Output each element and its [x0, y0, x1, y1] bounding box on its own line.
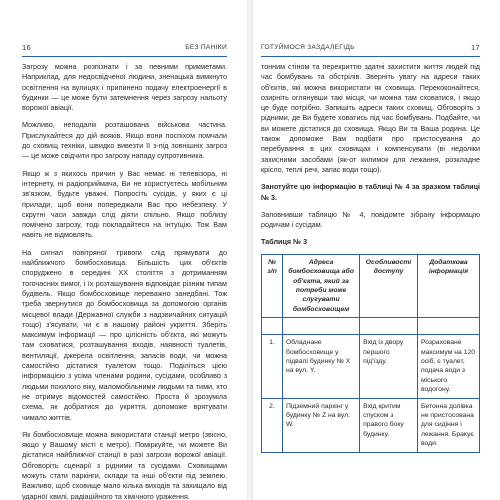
table-cell: 2.	[262, 398, 283, 452]
table-header-row	[262, 254, 480, 317]
right-page-header	[261, 40, 480, 54]
running-head: ГОТУЙМОСЯ ЗАЗДАЛЕГІДЬ	[261, 43, 355, 51]
table-title: Таблиця № 3	[261, 237, 308, 247]
paragraph: На сигнал повітряної тривоги слід прямувати до найближчого бомбосховища. Більшість цих об'єктів споруджено в середині XX століття з дотриманням тогочасних вимог, і їх розташування відповідає різним типам будівель. Якщо бомбосховище переважно занедбані. Тож треба звернутися до бомбосховища за допомогою органів місцевої влади (Державної служби з надзвичайних ситуацій тощо) з'ясувати, чи є в нашому районі укриття. Зберіть максимум інформації — про цілісність об'єкта, які можуть там сховатися, розташування входів, наявності туалетів, вентиляції, джерела освітлення, запасів води, чи можна самостійно дістатися туалетом тощо. Поділіться цією інформацією з усіма членами родини, сусідами, особливо з людьми похилого віку, маломобільними людьми та тими, хто не отримує відомостей самостійно. Проста й зрозуміла схема, як добратися до укриття, допоможе врятувати чимало життів.	[22, 247, 227, 422]
header-rule	[261, 56, 480, 57]
running-head: БЕЗ ПАНІКИ	[185, 43, 227, 51]
table-cell: Бетонна долівка не пристосована для сидіння і лежання. Бракує води.	[417, 398, 479, 452]
page-number: 17	[471, 42, 480, 52]
header-rule	[22, 56, 227, 57]
column-header: Особливості доступу	[360, 254, 418, 317]
left-page	[0, 22, 247, 500]
paragraph: Загрозу можна розпізнати і за певними прикметами. Наприклад, для недосвідченої людини, зненацька вимкнуто освітлення на вулицях і припинено подачу електроенергії в будинки — це може бути затемнення через загрозу нальоту ворожої авіації.	[22, 62, 227, 113]
bold-instruction: Занотуйте цю інформацію в таблиці № 4 за зразком таблиці № 3.	[261, 182, 480, 202]
table-blank-row	[262, 318, 480, 335]
left-page-header	[22, 40, 227, 54]
table-cell: 1.	[262, 335, 283, 398]
right-page	[253, 22, 500, 500]
right-page-body	[261, 62, 480, 453]
table-cell: Вхід із двору першого під'їзду.	[360, 335, 418, 398]
paragraph: тонним стіном та перекриттю здатні захистити життя людей під час бомбувань та обстрілів. Зверніть увагу на адреси таких об'єктів, які можна використати як сховища. Перекоконайтеся, озирніть оглянувши такі місця, чи можна там сховатися, і якщо це буде потрібно. Запишіть адреси таких сховищ. Обговоріть з рідними, де Ви будете ховатись під час бомбувань. Подбайте, чи ви можете дістатися до сховища. Якщо Ви та Ваша родина. Це також допоможе Вам подбати про пристосування до перебування в цих сховищах і компенсувати (ві недоліки захисними засобами (як-от килимок для лежання, розкладне крісло, теплі речі, запас води тощо).	[261, 62, 480, 174]
table-row	[262, 335, 480, 398]
shelter-table	[261, 254, 480, 453]
table-cell: Розраховане максимум на 120 осіб, є туалет, подача води з міського водогону.	[417, 335, 479, 398]
fill-instruction: Заповнивши таблицю № 4, повідомте зібрану інформацію родичам і сусідам.	[261, 209, 480, 230]
column-header: Адреса бомбосховища або об'єкта, який за потреби може слугувати бомбосховищем	[283, 254, 360, 317]
table-cell: Вхід критим спуском з правого боку будинку.	[360, 398, 418, 452]
table-row	[262, 398, 480, 452]
table-cell	[262, 318, 283, 335]
paragraph: Як бомбосховище можна використати станції метро (звісно, якщо у Вашому місті є метро). Поміркуйте, чи можете Ви дістатися найближчої станції в разі загрози ворожої авіації. Обговоріть сценарії з рідними та сусідами. Сховищами можуть стати паркінги, склади та інші об'єкти під землею. Важливо, щоб сховище мало кілька виходів та захищало від ударної хвилі, радіаційного та хімічного ураження.	[22, 429, 227, 500]
column-header: Додаткова інформація	[417, 254, 479, 317]
table-cell: Підземний паркінг у будинку № Z на вул. W.	[283, 398, 360, 452]
paragraph: Можливо, неподалік розташована військова частина. Прислухайтеся до дій вояків. Якщо вони поспіхом помчали до сховищ техніки, швидко вивезти її з-під зовнішніх загроз — це може свідчити про загрозу нападу супротивника.	[22, 120, 227, 161]
paragraph: Якщо ж з якихось причин у Вас немає ні телевізора, ні інтернету, ні радіоприймача, Ви не користуєтесь мобільним зв'язком, будьте уважні. Попросіть сусідів, у яких є ці прилади, щоб вони попереджали Вас про небезпеку. У скрутні часи завжди слід діяти спільно. Якщо поблизу помічено загрозу, тоді покладайтеся на інтуїцію. Тож Вам навіть не відмовлять.	[22, 168, 227, 240]
page-number: 16	[22, 42, 31, 52]
column-header: № з/п	[262, 254, 283, 317]
table-cell	[283, 318, 360, 335]
left-page-body	[22, 62, 227, 500]
table-cell	[417, 318, 479, 335]
table-cell: Обладнане бомбосховище у підвалі будинку № X на вул. Y.	[283, 335, 360, 398]
table-cell	[360, 318, 418, 335]
